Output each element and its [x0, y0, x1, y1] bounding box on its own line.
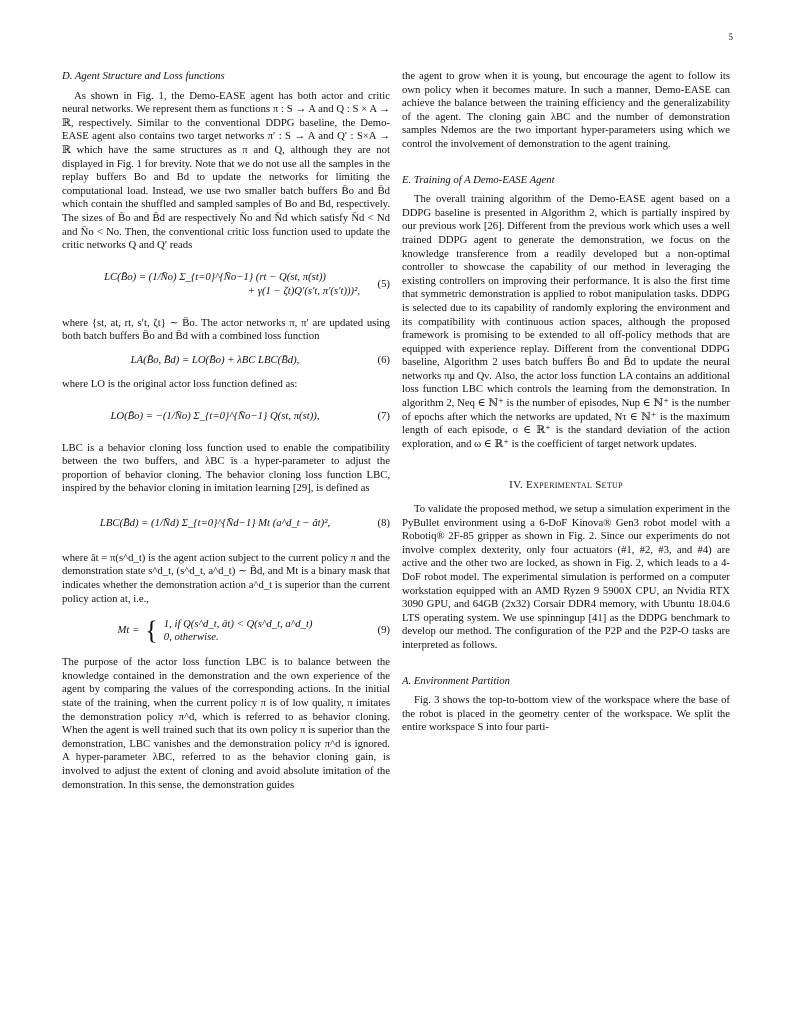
equation-body: LA(B̄o, B̄d) = LO(B̄o) + λBC LBC(B̄d), — [130, 354, 300, 367]
paragraph: where ât = π(s^d_t) is the agent action subject to the current policy π and the demonstration state s^d_t, (s^d_t, a^d_t) ∼ B̄d, and Mt is a binary mask that indicates whether the demonstration action a^d_t is superior than the current policy action at, i.e., — [62, 551, 390, 605]
equation-line: LC(B̄o) = (1/N̄o) Σ_{t=0}^{N̄o−1} (rt − Q(st, π(st)) — [104, 271, 326, 284]
paragraph: LBC is a behavior cloning loss function used to enable the compatibility between the two buffers, and λBC is a hyper-parameter to adjust the proportion of behavior cloning. The behavior cloning loss function LBC, inspired by the behavior cloning in imitation learning [29], is defined as — [62, 441, 390, 495]
page-number: 5 — [728, 32, 733, 42]
equation-body: LO(B̄o) = −(1/N̄o) Σ_{t=0}^{N̄o−1} Q(st, π(st)), — [110, 409, 320, 422]
equation-number: (7) — [377, 409, 390, 422]
paragraph: As shown in Fig. 1, the Demo-EASE agent has both actor and critic neural networks. We represent them as functions π : S → A and Q : S × A → ℝ, respectively. Similar to the conventional DDPG baseline, the Demo-EASE agent also contains two target networks π′ : S → A and Q′ : S×A → ℝ which have the same structures as π and Q, although they are not displayed in Fig. 1 for brevity. Note that we do not use all the samples in the replay buffers Bo and Bd to update the networks for limiting the computational load. Instead, we use two smaller batch buffers B̄o and B̄d which contain the shuffled and sampled samples of Bo and Bd, respectively. The sizes of B̄o and B̄d are respectively N̄o and N̄d which satisfy N̄d < Nd and N̄o < No. Then, the conventional critic loss function used to update the critic networks Q and Q′ reads — [62, 89, 390, 252]
equation-9 — [62, 614, 390, 648]
brace-icon: { — [145, 616, 158, 646]
equation-number: (9) — [377, 624, 390, 637]
equation-body: LBC(B̄d) = (1/N̄d) Σ_{t=0}^{N̄d−1} Mt (a^d_t − ât)², — [99, 517, 331, 530]
equation-7 — [62, 400, 390, 434]
equation-5 — [62, 261, 390, 309]
subsection-heading-a: A. Environment Partition — [402, 674, 510, 687]
paragraph: The overall training algorithm of the Demo-EASE agent based on a DDPG baseline is presented in Algorithm 2, which is partially inspired by our previous work [26]. Different from the previous work which uses a well trained DDPG agent to generate the demonstration, we focus on the knowledge transference from a readily developed but a non-optimal controller to showcase the capability of our method in leveraging the existing controllers on improving their performance. It is also the first time that symmetric demonstration is applied to robot manipulation tasks. DDPG is selected due to its capability of randomly exploring the environment and its compatibility with continuous action spaces, although the proposed framework is promising to be extended to all off-policy methods that are equipped with experience replay. Different from the conventional DDPG baseline, Algorithm 2 uses batch buffers B̄o and B̄d to update the neural networks πμ and Qν. Also, the actor loss function LA contains an additional loss function LBC which controls the learning from the demonstration. In algorithm 2, Neq ∈ ℕ⁺ is the number of episodes, Nup ∈ ℕ⁺ is the number of epochs after which the networks are updated, Nτ ∈ ℕ⁺ is the maximum length of each episode, σ ∈ ℝ⁺ is the standard deviation of the action exploration, and ω ∈ ℝ⁺ is the coefficient of target network updates. — [402, 193, 730, 450]
paragraph: Fig. 3 shows the top-to-bottom view of the workspace where the base of the robot is placed in the geometry center of the workspace. We split the entire workspace S into four parti- — [402, 694, 730, 734]
equation-line: + γ(1 − ζt)Q′(s′t, π′(s′t)))², — [247, 284, 360, 297]
right-column — [402, 70, 730, 735]
paragraph: the agent to grow when it is young, but encourage the agent to follow its own policy when it becomes mature. In such a manner, Demo-EASE can achieve the balance between the training efficiency and the generalizability of the agent. The cloning gain λBC and the number of demonstration samples Ndemos are the two important hyper-parameters using which we control the involvement of demonstration to the agent training. — [402, 70, 730, 150]
equation-6 — [62, 352, 390, 370]
paragraph: To validate the proposed method, we setup a simulation experiment in the PyBullet environment using a 6-DoF Kinova® Gen3 robot model with a Robotiq® 2F-85 gripper as shown in Fig. 2. Since our experiments do not involve complex dexterity, only four actuators (#1, #2, #3, and #4) are active and the other two are locked, as shown in Fig. 2, which leads to a 4-DoF robot model. The experimental simulation is performed on a computer workstation equipped with an AMD Ryzen 9 5900X CPU, an Nvidia RTX 3090 GPU, and 64GB (2x32) Corsair DDR4 memory, with Ubuntu 18.04.6 LTS operating system. We use spinningup [41] as the DDPG benchmark to develop our method. The configuration of the P2P and the P2P-O tasks are interpreted as follows. — [402, 503, 730, 651]
section-heading-d: D. Agent Structure and Loss functions — [62, 70, 225, 82]
equation-lhs: Mt = — [117, 624, 140, 637]
section-title: IV. Experimental Setup — [509, 479, 623, 492]
paragraph: where LO is the original actor loss function defined as: — [62, 377, 298, 390]
equation-case: 1, if Q(s^d_t, ât) < Q(s^d_t, a^d_t) — [163, 617, 313, 630]
equation-number: (6) — [377, 354, 390, 367]
section-heading-e: E. Training of A Demo-EASE Agent — [402, 173, 555, 186]
equation-8 — [62, 504, 390, 544]
equation-case: 0, otherwise. — [163, 631, 219, 644]
equation-number: (5) — [377, 277, 390, 290]
equation-number: (8) — [377, 517, 390, 530]
paragraph: where {st, at, rt, s′t, ζt} ∼ B̄o. The actor networks π, π′ are updated using both batch buffers B̄o and B̄d with a combined loss function — [62, 316, 390, 343]
paragraph: The purpose of the actor loss function LBC is to balance between the knowledge contained in the demonstration and the own experience of the agent by comparing the values of the corresponding actions. In the initial state of the training, when the current policy π is of low quality, π imitates the demonstration policy π^d, which is referred to as behavior cloning. When the agent is well trained such that its own policy π is superior than the demonstration, LBC vanishes and the demonstration policy π^d is ignored. A hyper-parameter λBC, referred to as the behavior cloning gain, is involved to adjust the extent of cloning and avoid absolute imitation of the demonstration. In this sense, the demonstration guides — [62, 656, 390, 791]
left-column — [62, 70, 390, 792]
